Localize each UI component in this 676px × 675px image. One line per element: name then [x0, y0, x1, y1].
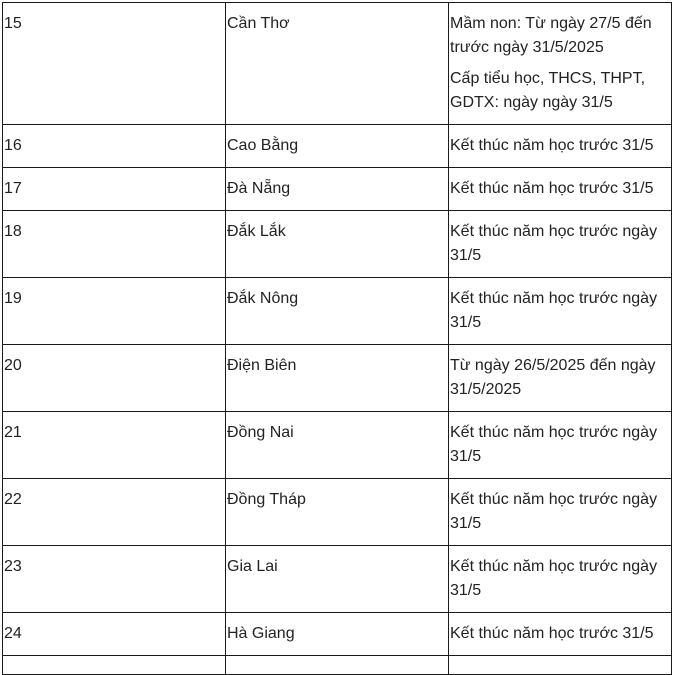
- table-row: [3, 3, 672, 125]
- row-number-cell: 21: [3, 412, 226, 479]
- province-cell: Đà Nẵng: [226, 168, 449, 211]
- table-row: [3, 125, 672, 168]
- end-date-text: Cấp tiểu học, THCS, THPT, GDTX: ngày ngày 31/5: [450, 70, 646, 111]
- row-number-cell: 15: [3, 3, 226, 125]
- end-date-text: Từ ngày 26/5/2025 đến ngày 31/5/2025: [450, 357, 656, 398]
- table-row: [3, 168, 672, 211]
- end-date-cell: [449, 278, 672, 345]
- end-date-text: Kết thúc năm học trước ngày 31/5: [450, 290, 658, 331]
- table-row: [3, 479, 672, 546]
- end-date-cell: [449, 613, 672, 656]
- province-cell: Đồng Tháp: [226, 479, 449, 546]
- end-date-cell: [449, 168, 672, 211]
- end-date-cell: [449, 546, 672, 613]
- end-date-cell: [449, 211, 672, 278]
- row-number-cell: 24: [3, 613, 226, 656]
- province-cell: Đắk Lắk: [226, 211, 449, 278]
- end-date-cell: [449, 412, 672, 479]
- end-date-text: Kết thúc năm học trước ngày 31/5: [450, 491, 658, 532]
- end-date-cell: [449, 656, 672, 675]
- province-cell: Đắk Nông: [226, 278, 449, 345]
- province-cell: Cao Bằng: [226, 125, 449, 168]
- end-date-text: Mầm non: Từ ngày 27/5 đến trước ngày 31/5/2025: [450, 15, 652, 56]
- end-date-text: Kết thúc năm học trước 31/5: [450, 137, 654, 154]
- end-date-text: Kết thúc năm học trước ngày 31/5: [450, 558, 658, 599]
- table-row-partial: [3, 656, 672, 675]
- table-row: [3, 613, 672, 656]
- row-number-cell: 19: [3, 278, 226, 345]
- school-year-end-table: [2, 2, 672, 675]
- table-row: [3, 412, 672, 479]
- end-date-cell: [449, 345, 672, 412]
- province-cell: Hà Giang: [226, 613, 449, 656]
- end-date-text: Kết thúc năm học trước 31/5: [450, 180, 654, 197]
- row-number-cell: 22: [3, 479, 226, 546]
- province-cell: Gia Lai: [226, 546, 449, 613]
- row-number-cell: 23: [3, 546, 226, 613]
- province-cell: Điện Biên: [226, 345, 449, 412]
- province-cell: Cần Thơ: [226, 3, 449, 125]
- row-number-cell: 20: [3, 345, 226, 412]
- row-number-cell: 18: [3, 211, 226, 278]
- row-number-cell: [3, 656, 226, 675]
- end-date-text: Kết thúc năm học trước 31/5: [450, 625, 654, 642]
- table-row: [3, 546, 672, 613]
- province-cell: Đồng Nai: [226, 412, 449, 479]
- end-date-text: Kết thúc năm học trước ngày 31/5: [450, 223, 658, 264]
- row-number-cell: 17: [3, 168, 226, 211]
- end-date-cell: [449, 125, 672, 168]
- table-row: [3, 278, 672, 345]
- end-date-cell: [449, 3, 672, 125]
- row-number-cell: 16: [3, 125, 226, 168]
- table-row: [3, 345, 672, 412]
- end-date-text: Kết thúc năm học trước ngày 31/5: [450, 424, 658, 465]
- table-row: [3, 211, 672, 278]
- province-cell: [226, 656, 449, 675]
- end-date-cell: [449, 479, 672, 546]
